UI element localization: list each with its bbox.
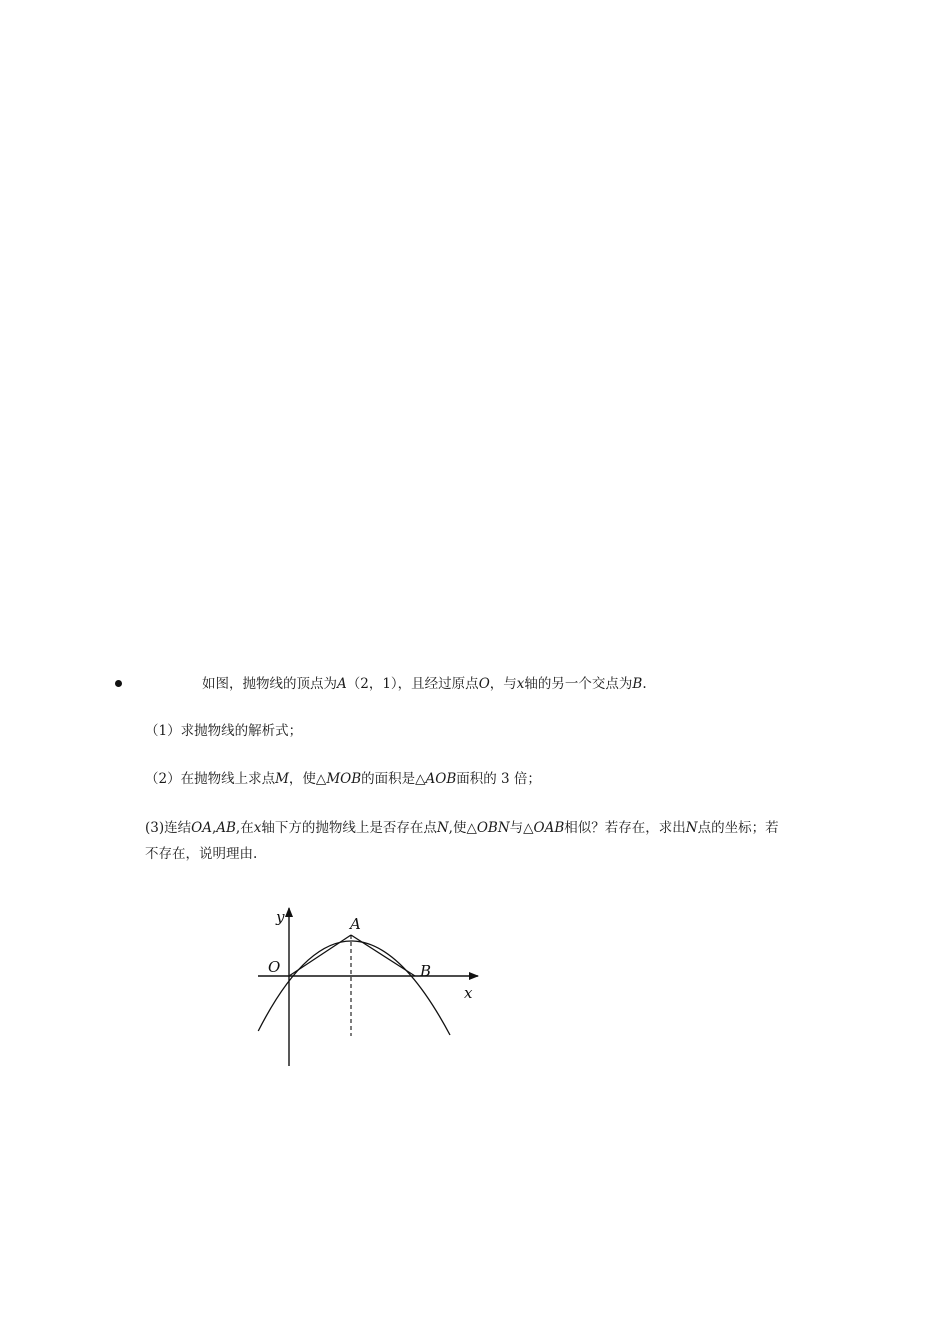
- question-1-text: （1）求抛物线的解析式；: [145, 723, 303, 739]
- q3-text-1: (3)连结: [145, 820, 192, 836]
- origin-label: O: [268, 958, 281, 976]
- intro-text-1: 如图，抛物线的顶点为: [202, 676, 337, 692]
- x-axis-var-2: x: [253, 820, 262, 836]
- q3-text-5: ,使△: [448, 820, 477, 836]
- intro-text-4: 轴的另一个交点为: [524, 676, 633, 692]
- intro-text-2: （2，1），且经过原点: [346, 676, 479, 692]
- vertex-a-label: A: [350, 915, 361, 933]
- q2-text-4: 面积的 3 倍；: [456, 771, 541, 787]
- point-a-label: A: [337, 676, 347, 692]
- y-axis-label: y: [276, 908, 285, 926]
- q2-text-2: ，使△: [288, 771, 327, 787]
- parabola-curve: [258, 941, 450, 1035]
- point-m-label: M: [275, 771, 289, 787]
- question-1: [145, 722, 302, 740]
- triangle-aob: AOB: [425, 771, 457, 787]
- q3-text-6: 与△: [509, 820, 534, 836]
- segment-oa-line: [289, 935, 351, 976]
- point-b-figure-label: B: [420, 962, 432, 980]
- intro-text-5: .: [642, 676, 647, 692]
- intro-text-3: ，与: [489, 676, 517, 692]
- segment-oa: OA: [191, 820, 212, 836]
- segment-ab-line: [351, 935, 415, 976]
- parabola-figure: [252, 902, 492, 1072]
- problem-intro: [202, 675, 647, 693]
- point-o-label: O: [478, 676, 490, 692]
- point-b-label: B: [632, 676, 643, 692]
- triangle-oab: OAB: [533, 820, 565, 836]
- question-3: [145, 819, 779, 837]
- q3-text-7: 相似？若存在，求出: [564, 820, 686, 836]
- question-2: [145, 770, 541, 788]
- q3-text-line2: 不存在，说明理由.: [145, 846, 258, 862]
- x-axis-label: x: [464, 984, 473, 1002]
- q2-text-1: （2）在抛物线上求点: [145, 771, 276, 787]
- q3-text-2: ,: [211, 820, 217, 836]
- q3-text-4: 轴下方的抛物线上是否存在点: [261, 820, 437, 836]
- point-n-label: N: [436, 820, 449, 836]
- q2-text-3: 的面积是△: [361, 771, 426, 787]
- question-3-continued: [145, 845, 257, 863]
- x-axis-var: x: [516, 676, 525, 692]
- segment-ab: AB: [216, 820, 236, 836]
- triangle-obn: OBN: [476, 820, 510, 836]
- q3-text-3: ,在: [235, 820, 254, 836]
- list-bullet: [115, 680, 122, 687]
- point-n-label-2: N: [685, 820, 698, 836]
- triangle-mob: MOB: [326, 771, 362, 787]
- q3-text-8: 点的坐标；若: [697, 820, 779, 836]
